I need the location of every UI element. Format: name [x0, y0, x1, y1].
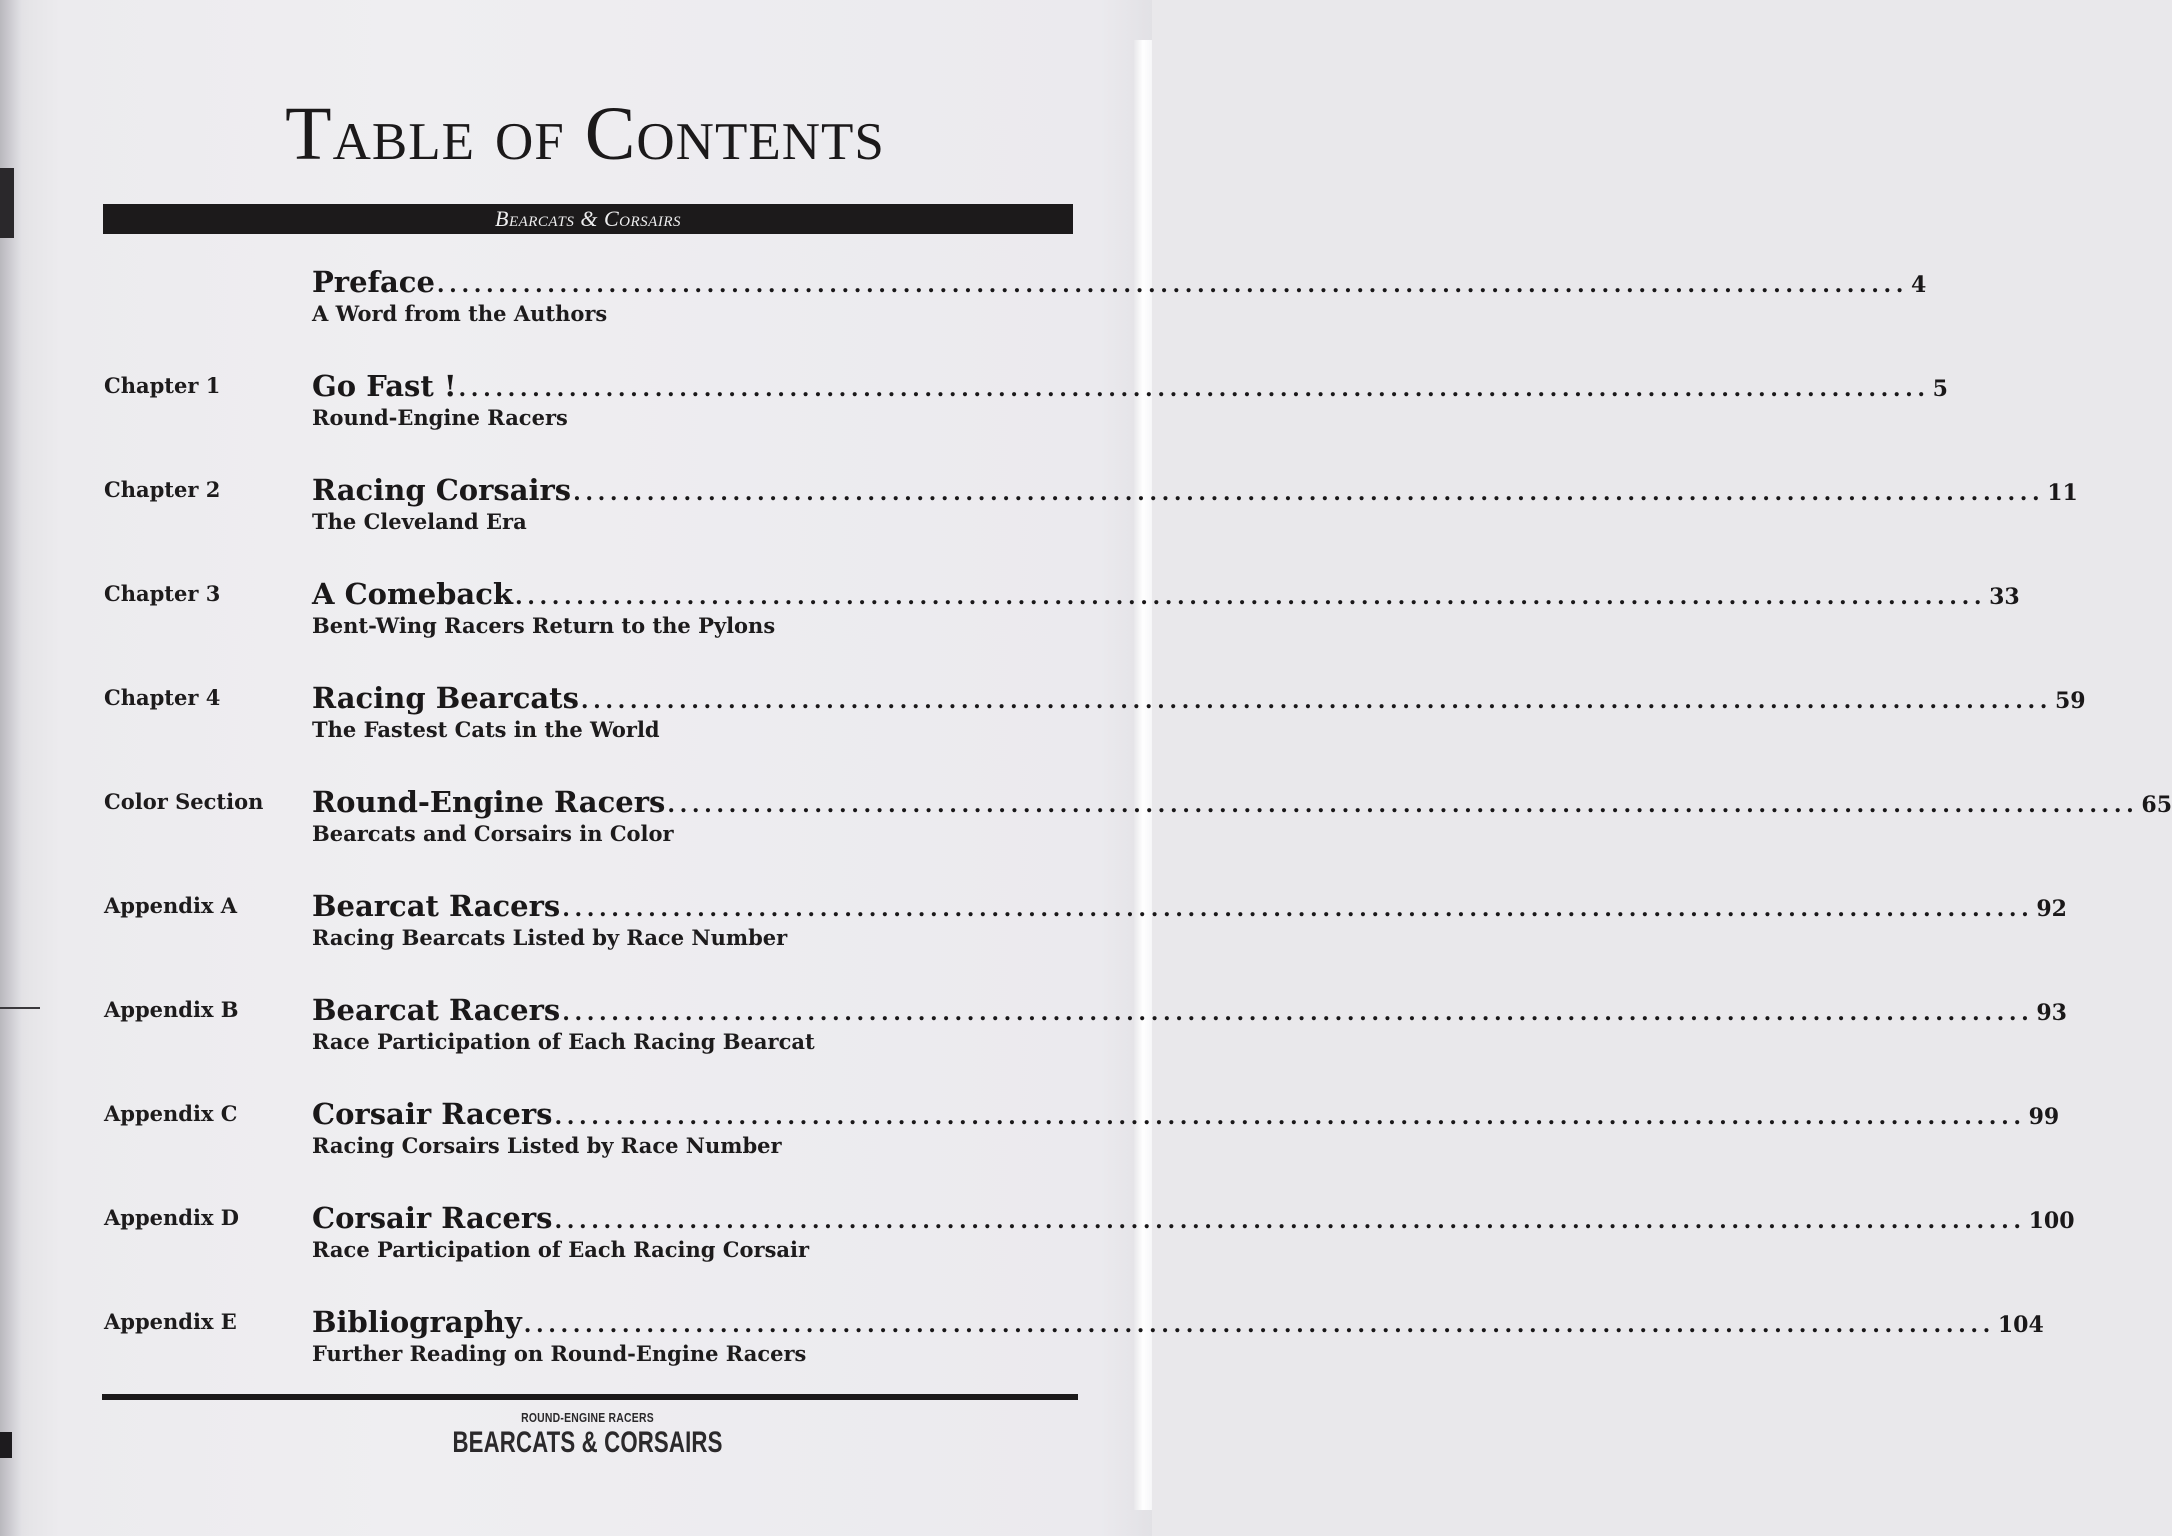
entry-heading-line [312, 1094, 2060, 1134]
dot-leader: ........................................................................................................................ [562, 1000, 2034, 1026]
toc-entry [104, 262, 1927, 352]
entry-heading-line [312, 782, 2172, 822]
page-edge [1134, 40, 1152, 1510]
entry-subtitle: Race Participation of Each Racing Bearcat [312, 1029, 815, 1054]
entry-heading-line [312, 262, 1927, 302]
entry-subtitle: Bent-Wing Racers Return to the Pylons [312, 613, 776, 638]
entry-subtitle: Racing Bearcats Listed by Race Number [312, 925, 788, 950]
entry-subtitle: Bearcats and Corsairs in Color [312, 821, 674, 846]
entry-label: Chapter 2 [104, 477, 221, 502]
toc-entry [104, 1302, 2044, 1392]
entry-label: Chapter 4 [104, 685, 221, 710]
entry-title: Corsair Racers [312, 1201, 553, 1235]
entry-subtitle: A Word from the Authors [312, 301, 608, 326]
entry-label: Chapter 1 [104, 373, 221, 398]
entry-title: Corsair Racers [312, 1097, 553, 1131]
entry-title: Round-Engine Racers [312, 785, 666, 819]
dot-leader: ........................................................................................................................ [573, 480, 2045, 506]
entry-heading-line [312, 678, 2086, 718]
entry-heading-line [312, 366, 1948, 406]
toc-entry [104, 782, 2172, 872]
entry-label: Appendix B [104, 997, 239, 1022]
entry-page-number: 59 [2055, 688, 2086, 714]
entry-heading-line [312, 990, 2067, 1030]
entry-title: Go Fast ! [312, 369, 457, 403]
entry-subtitle: The Cleveland Era [312, 509, 527, 534]
section-banner [103, 204, 1073, 234]
entry-title: Preface [312, 265, 435, 299]
banner-text: Bearcats & Corsairs [495, 206, 681, 231]
toc-entry [104, 366, 1948, 456]
bottom-rule [102, 1394, 1078, 1400]
entry-label: Appendix D [104, 1205, 239, 1230]
entry-page-number: 93 [2036, 1000, 2067, 1026]
facing-page-mark [0, 168, 14, 238]
toc-entry [104, 990, 2067, 1080]
dot-leader: ........................................................................................................................ [523, 1312, 1995, 1338]
entry-subtitle: Race Participation of Each Racing Corsair [312, 1237, 810, 1262]
dot-leader: ........................................................................................................................ [554, 1208, 2026, 1234]
entry-page-number: 104 [1997, 1312, 2044, 1338]
page-title: Table of Contents [285, 92, 885, 176]
dot-leader: ........................................................................................................................ [667, 792, 2139, 818]
entry-title: Racing Bearcats [312, 681, 579, 715]
entry-heading-line [312, 574, 2020, 614]
entry-subtitle: Further Reading on Round-Engine Racers [312, 1341, 807, 1366]
entry-subtitle: Racing Corsairs Listed by Race Number [312, 1133, 782, 1158]
entry-page-number: 4 [1911, 272, 1927, 298]
dot-leader: ........................................................................................................................ [514, 584, 1987, 610]
entry-heading-line [312, 1198, 2075, 1238]
entry-label: Chapter 3 [104, 581, 221, 606]
entry-subtitle: Round-Engine Racers [312, 405, 568, 430]
entry-page-number: 100 [2028, 1208, 2075, 1234]
entry-subtitle: The Fastest Cats in the World [312, 717, 660, 742]
toc-entry [104, 574, 2020, 664]
entry-page-number: 99 [2028, 1104, 2060, 1130]
book-logo [0, 1410, 1175, 1460]
entry-page-number: 33 [1989, 584, 2020, 610]
entry-title: A Comeback [312, 577, 513, 611]
toc-entry [104, 1198, 2075, 1288]
dot-leader: ........................................................................................................................ [580, 688, 2052, 714]
dot-leader: ........................................................................................................................ [458, 376, 1930, 402]
toc-entry [104, 678, 2086, 768]
toc-entry [104, 886, 2067, 976]
toc-entry [104, 470, 2078, 560]
entry-heading-line [312, 470, 2078, 510]
entry-page-number: 92 [2036, 896, 2067, 922]
entry-page-number: 65 [2141, 792, 2172, 818]
entry-title: Bearcat Racers [312, 889, 561, 923]
dot-leader: ........................................................................................................................ [436, 272, 1909, 298]
entry-title: Racing Corsairs [312, 473, 572, 507]
dot-leader: ........................................................................................................................ [562, 896, 2034, 922]
entry-label: Appendix E [104, 1309, 237, 1334]
facing-page-edge [0, 0, 22, 1536]
logo-line-bottom: BEARCATS & CORSAIRS [452, 1426, 723, 1459]
entry-label: Color Section [104, 789, 264, 814]
toc-entry [104, 1094, 2060, 1184]
entry-page-number: 5 [1932, 376, 1948, 402]
entry-title: Bearcat Racers [312, 993, 561, 1027]
dot-leader: ........................................................................................................................ [554, 1104, 2026, 1130]
entry-heading-line [312, 1302, 2044, 1342]
facing-page-rule [0, 1007, 40, 1009]
entry-label: Appendix C [104, 1101, 238, 1126]
entry-heading-line [312, 886, 2067, 926]
entry-page-number: 11 [2047, 480, 2078, 506]
entry-label: Appendix A [104, 893, 238, 918]
logo-line-top: ROUND-ENGINE RACERS [521, 1410, 654, 1425]
entry-title: Bibliography [312, 1305, 522, 1339]
